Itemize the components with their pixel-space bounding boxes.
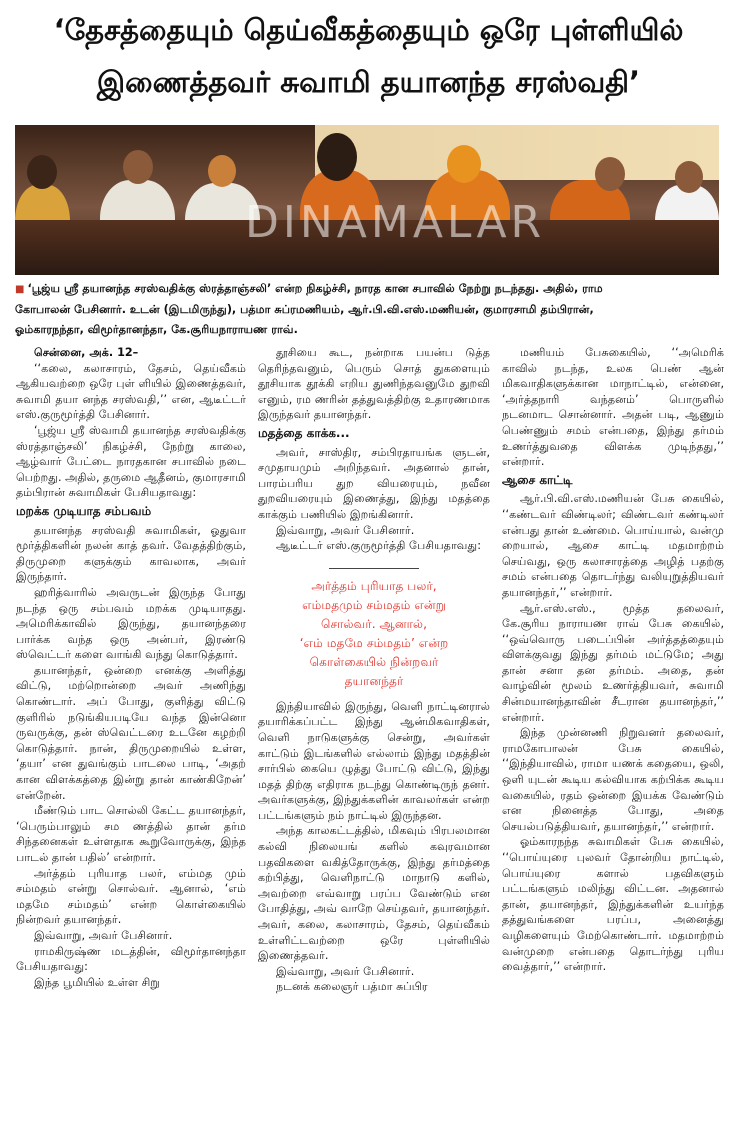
subheading: ஆசை காட்டி [502,472,573,487]
paragraph: அர்த்தம் புரியாத பலர், எம்மத மும் சம்மதம் என்று சொல்வர். ஆனால், ‘எம் மதமே சம்மதம்’ என்ற கொள்கையில் நின்றவர் தயானந்தர். [16,866,246,927]
paragraph: இவ்வாறு, அவர் பேசினார். [276,964,415,978]
divider [329,568,419,569]
paragraph: ராமகிருஷ்ண மடத்தின், விமூர்தானந்தா பேசியதாவது: [16,944,246,974]
paragraph: ஓம்காரநந்த சுவாமிகள் பேசு கையில், ‘‘பொய்யுரை புலவர் தோன்றிய நாட்டில், பொய்யுரை களால் பதவிகளும் பட்டங்களும் மலிந்து விட்டன. அதனால் தான், தயானந்தர், இந்துக்களின் உயர்ந்த தத்துவங்களை பரப்ப, அனைத்து வழிகளையும் மேற்கொண்டார். மதமாற்றம் வன்முறை என்பதை தொடர்ந்து புரிய வைத்தார்,’’ என்றார். [502,835,724,974]
paragraph: நடனக் கலைஞர் பத்மா சுப்பிர [276,980,428,994]
paragraph: அந்த காலகட்டத்தில், மிகவும் பிரபலமான கல்வி நிலையங் களில் கவுரவமான பதவிகளை வகித்தோருக்கு, இந்து தர்மத்தை கற்பித்து, வெளிநாட்டு மாநாடு களில், அவற்றை எவ்வாறு பரப்ப வேண்டும் என போதித்து, அவ் வாறே செய்தவர், தயானந்தர். அவர், கலை, கலாசாரம், தேசம், தெய்வீகம் உள்ளிட்டவற்றை ஒரே புள்ளியில் இணைத்தவர். [258,824,490,963]
square-bullet-icon: ■ [15,284,25,295]
paragraph: இவ்வாறு, அவர் பேசினார். [34,928,173,942]
paragraph: ஆடீட்டர் எஸ்.குருமூர்த்தி பேசியதாவது: [276,539,481,553]
paragraph: மணியம் பேசுகையில், ‘‘அமெரிக் காவில் நடந்த, உலக பெண் ஆன் மிகவாதிகளுக்கான மாநாட்டில், என்னை, ‘அர்த்தநாரி வந்தனம்’ பொருளில் நடனமாட சொன்னார். அதன் படி, ஆணும் பெண்ணும் சமம் என்பதை, இந்து தர்மம் உணர்த்துவதை விளக்க முடிந்தது,’’ என்றார். [502,346,724,469]
article-column-3 [502,345,724,975]
paragraph: அவர், சாஸ்திர, சம்பிரதாயங்க ளுடன், சமுதாயமும் அறிந்தவர். அதனால் தான், பாரம்பரிய துற வியரையும், நவீன துறவியரையும் இணைத்து, இந்து மதத்தை காக்கும் பணியில் இறங்கினார். [258,445,490,521]
person-head [317,133,357,181]
stage-banner [315,125,719,180]
event-photo [15,125,719,275]
caption-line-2: கோபாலன் பேசினார். உடன் (இடமிருந்து), பத்மா சுப்ரமணியம், ஆர்.பி.வி.எஸ்.மணியன், குமாரசாமி தம்பிரான், [15,303,594,316]
headline-line-1: ‘தேசத்தையும் தெய்வீகத்தையும் ஒரே புள்ளியில் [53,13,684,47]
person-head [123,150,153,184]
pull-quote-line: சொல்வர். ஆனால், [320,616,428,631]
person-head [27,155,57,189]
paragraph: ‘‘கலை, கலாசாரம், தேசம், தெய்வீகம் ஆகியவற்றை ஒரே புள் ளியில் இணைத்தவர், சுவாமி தயா னந்த சரஸ்வதி,’’ என, ஆடீட்டர் எஸ்.குருமூர்த்தி பேசினார். [16,361,246,422]
article-column-1 [16,345,246,990]
pull-quote-line: எம்மதமும் சம்மதம் என்று [302,597,446,612]
paragraph: தயானந்த சரஸ்வதி சுவாமிகள், ஓதுவா மூர்த்திகளின் நலன் காத் தவர். வேதத்திற்கும், திருமுறை களுக்கும் காவலாக, அவர் இருந்தார். [16,523,246,584]
watermark: DINAMALAR [245,197,546,248]
paragraph: தூசியை கூட, நன்றாக பயன்ப டுத்த தெரிந்தவனும், பெரும் சொத் துகளையும் தூசியாக தூக்கி எறிய துணிந்தவனுமே துறவி எனும், ரம ணரின் தத்துவத்திற்கு உதாரணமாக இருந்தவர் தயானந்தர். [258,346,490,422]
person-head [208,155,236,187]
pull-quote-line: கொள்கையில் நின்றவர் [309,654,439,669]
paragraph: தயானந்தர், ஒன்றை எனக்கு அளித்து விட்டு, மற்றொன்றை அவர் அணிந்து கொண்டார். அப் போது, குளித்து விட்டு குளிரில் நடுங்கியபடியே வந்த இன்னொ ருவருக்கு, தன் ஸ்வெட்டரை உடனே கழற்றி கொடுத்தார். நான், திருமுறையில் உள்ள, ‘தயா’ என துவங்கும் பாடலை பாடி, ‘அதற் கான விளக்கத்தை இன்று தான் காண்கிறேன்’ என்றேன். [16,663,246,802]
caption-line-1: ‘பூஜ்ய ஸ்ரீ தயானந்த சரஸ்வதிக்கு ஸ்ரத்தாஞ்சலி’ என்ற நிகழ்ச்சி, நாரத கான சபாவில் நேற்று நடந்தது. அதில், ராம [27,282,603,295]
headline-line-2: இணைத்தவர் சுவாமி தயானந்த சரஸ்வதி’ [96,65,641,99]
subheading: மறக்க முடியாத சம்பவம் [16,503,152,518]
paragraph: ஹரித்வாரில் அவருடன் இருந்த போது நடந்த ஒரு சம்பவம் மறக்க முடியாதது. அமெரிக்காவில் இருந்து, தயானந்தரை பார்க்க வந்த ஒரு அன்பர், இரண்டு ஸ்வெட்டர் களை வாங்கி வந்து கொடுத்தார். [16,585,246,662]
paragraph: இந்தியாவில் இருந்து, வெளி நாட்டினரால் தயாரிக்கப்பட்ட இந்து ஆன்மிகவாதிகள், வெளி நாடுகளுக்கு சென்று, அவர்கள் காட்டும் இடங்களில் எல்லாம் இந்து மதத்தின் சார்பில் கையெ ழுத்து போட்டு விட்டு, இந்து மதத் திற்கு எதிராக நடந்து கொண்டிருந் தனர். அவர்களுக்கு, இந்துக்களின் காவலர்கள் என்ற பட்டங்களும் நம் நாட்டில் இருந்தன. [258,699,490,822]
paragraph: இவ்வாறு, அவர் பேசினார். [276,523,415,537]
pull-quote-line: ‘எம் மதமே சம்மதம்’ என்ற [299,635,449,650]
article-column-2 [258,345,490,995]
paragraph: மீண்டும் பாட சொல்லி கேட்ட தயானந்தர், ‘பெரும்பாலும் சம ணத்தில் தான் தர்ம சிந்தனைகள் உள்ளதாக கூறுவோருக்கு, இந்த பாடல் தான் பதில்’ என்றார். [16,804,246,864]
person-head [595,157,625,191]
person-head [447,145,481,183]
dateline: சென்னை, அக். 12– [34,346,139,359]
photo-caption [15,279,721,340]
pull-quote-line: அர்த்தம் புரியாத பலர், [311,578,437,593]
paragraph: ஆர்.எஸ்.எஸ்., மூத்த தலைவர், கே.சூரிய நாராயண ராவ் பேசு கையில், ‘‘ஒவ்வொரு படைப்பின் அர்த்தத்தையும் விளக்குவது இந்து தர்மம் மட்டுமே; அது தான் சனா தன தர்மம். அதை, தன் வாழ்வின் மூலம் உணர்த்தியவர், சுவாமி சின்மயானந்தாவின் சீடரான தயானந்தர்,’’ என்றார். [502,601,724,724]
paragraph: ஆர்.பி.வி.எஸ்.மணியன் பேசு கையில், ‘‘கண்டவர் விண்டிலர்; விண்டவர் கண்டிலர் என்பது தான் உண்மை. பொய்யால், வன்மு றையால், ஆசை காட்டி மதமாற்றம் செய்வது, ஒரு கலாசாரத்தை அழித் பதற்கு சமம் என்பதை தொடர்ந்து வலியுறுத்தியவர் தயானந்தர்,’’ என்றார். [502,492,724,599]
pull-quote [258,577,490,691]
subheading: மதத்தை காக்க... [258,425,350,440]
paragraph: இந்த பூமியில் உள்ள சிறு [34,975,160,989]
pull-quote-line: தயானந்தர் [344,673,404,688]
paragraph: ‘பூஜ்ய ஸ்ரீ ஸ்வாமி தயானந்த சரஸ்வதிக்கு ஸ்ரத்தாஞ்சலி’ நிகழ்ச்சி, நேற்று காலை, ஆழ்வார் பேட்டை நாரதகான சபாவில் நடை பெற்றது. அதில், தருமை ஆதீனம், குமாரசாமி தம்பிரான் சுவாமிகள் பேசியதாவது: [16,423,246,500]
headline [0,4,737,108]
person-head [675,161,703,193]
caption-line-3: ஓம்காரநந்தா, விமூர்தானந்தா, கே.சூரியநாராயண ராவ். [15,323,298,336]
paragraph: இந்த முன்னணி நிறுவனர் தலைவர், ராமகோபாலன் பேசு கையில், ‘‘இந்தியாவில், ராமா யணக் கதையை, ஒலி, ஒளி யுடன் கூடிய கல்வியாக கற்பிக்க கூடிய வகையில், ரதம் ஒன்றை இயக்க வேண்டும் என நினைத்த போது, அதை செயல்படுத்தியவர், தயானந்தர்,’’ என்றார். [502,726,724,833]
